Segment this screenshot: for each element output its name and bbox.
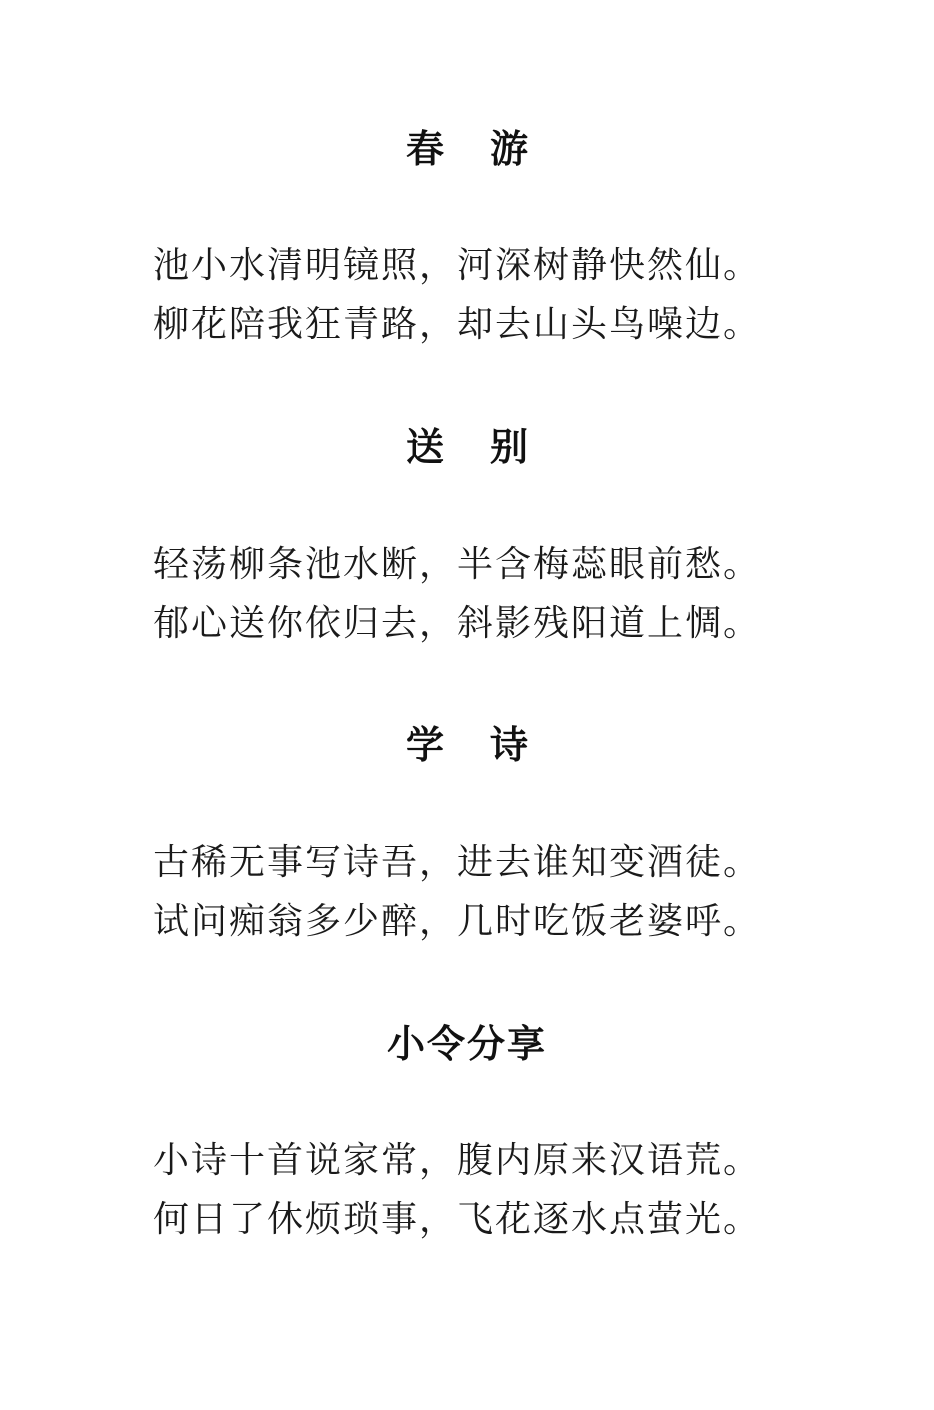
poem-title-learning-poetry: 学诗 bbox=[405, 723, 574, 767]
poem-line: 池小水清明镜照，河深树静快然仙。 bbox=[153, 245, 762, 286]
poem-line: 轻荡柳条池水断，半含梅蕊眼前愁。 bbox=[153, 544, 762, 585]
poem-line: 柳花陪我狂青路，却去山头鸟噪边。 bbox=[153, 304, 762, 345]
poem-title-spring-outing: 春游 bbox=[405, 127, 574, 171]
poem-title-xiaoling-sharing: 小令分享 bbox=[386, 1022, 547, 1066]
poem-line: 古稀无事写诗吾，进去谁知变酒徒。 bbox=[153, 842, 762, 883]
poem-line: 小诗十首说家常，腹内原来汉语荒。 bbox=[153, 1140, 762, 1181]
poem-line: 郁心送你依归去，斜影残阳道上惆。 bbox=[153, 603, 762, 644]
poem-title-farewell: 送别 bbox=[405, 425, 574, 469]
poem-line: 何日了休烦琐事，飞花逐水点萤光。 bbox=[153, 1199, 762, 1240]
poem-line: 试问痴翁多少醉，几时吃饭老婆呼。 bbox=[153, 901, 762, 942]
